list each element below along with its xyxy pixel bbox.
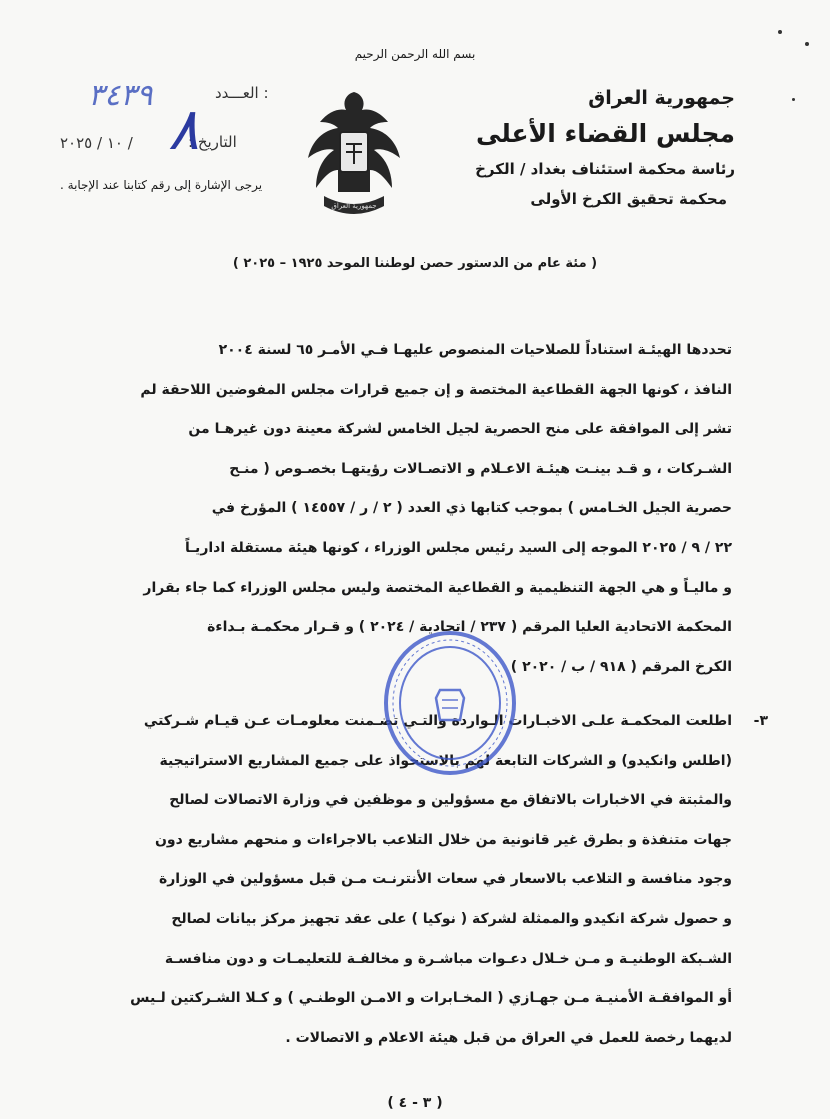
paragraph-line: (اطلس وانكيدو) و الشركات التابعة لهم بالاستحواذ على جميع المشاريع الاستراتيجية	[159, 752, 732, 769]
presidency-name: رئاسة محكمة استئناف بغداد / الكرخ	[475, 160, 735, 178]
date-value: / ١٠ / ٢٠٢٥	[60, 134, 133, 152]
country-name: جمهورية العراق	[588, 87, 735, 109]
reply-note: يرجى الإشارة إلى رقم كتابنا عند الإجابة .	[60, 178, 263, 192]
paragraph-line: اطلعت المحكمـة علـى الاخبـارات الـواردة والتـي تضـمنت معلومـات عـن قيـام شـركتي	[143, 713, 732, 729]
paragraph-line: أو الموافقـة الأمنيـة مـن جهـازي ( المخـابرات و الامـن الوطنـي ) و كـلا الشـركتين لـيس	[130, 990, 732, 1007]
paragraph-line: الشـركات ، و قـد بينـت هيئـة الاعـلام و الاتصـالات رؤيتهـا بخصـوص ( منـح	[229, 460, 732, 477]
iraq-eagle-emblem-icon	[302, 88, 406, 220]
paragraph-line: و حصول شركة انكيدو والممثلة لشركة ( نوكيا ) على عقد تجهيز مركز بيانات لصالح	[171, 910, 732, 927]
basmala: بسم الله الرحمن الرحيم	[354, 47, 476, 61]
paragraph-line: حصرية الجيل الخـامس ) بموجب كتابها ذي العدد ( ٢ / ر / ١٤٥٥٧ ) المؤرخ في	[211, 500, 732, 517]
item-number: ٣-	[753, 713, 768, 729]
scan-speck	[805, 42, 809, 46]
paragraph-line: المحكمة الاتحادية العليا المرقم ( ٢٣٧ / اتحادية / ٢٠٢٤ ) و قـرار محكمـة بـداءة	[207, 619, 732, 636]
letterhead-right	[435, 82, 735, 214]
paragraph-line: تحددها الهيئـة استناداً للصلاحيات المنصوص عليهـا فـي الأمـر ٦٥ لسنة ٢٠٠٤	[218, 342, 732, 358]
scan-speck	[792, 98, 795, 101]
paragraph-line: ٢٢ / ٩ / ٢٠٢٥ الموجه إلى السيد رئيس مجلس الوزراء ، كونها هيئة مستقلة اداريـاً	[185, 539, 732, 556]
paragraph-line: و ماليـاً و هي الجهة التنظيمية و القطاعية المختصة وليس مجلس الوزراء كما جاء بقرار	[143, 579, 732, 596]
paragraph-line: تشر إلى الموافقة على منح الحصرية لجيل الخامس لشركة معينة دون غيرهـا من	[188, 421, 732, 438]
motto-line: ( مئة عام من الدستور حصن لوطننا الموحد ١٩٢٥ – ٢٠٢٥ )	[232, 256, 598, 271]
date-label: التاريخ :	[188, 133, 237, 151]
number-label: العـــدد :	[215, 84, 269, 102]
handwritten-number: ٣٤٣٩	[88, 78, 153, 113]
emblem-text: جمهورية العراق	[331, 202, 377, 210]
paragraph-line: النافذ ، كونها الجهة القطاعية المختصة و إن جميع قرارات مجلس المفوضين اللاحقة لم	[140, 381, 732, 398]
council-name: مجلس القضاء الأعلى	[476, 119, 735, 148]
paragraph-line: لديهما رخصة للعمل في العراق من قبل هيئة الاعلام و الاتصالات .	[285, 1029, 732, 1046]
court-name: محكمة تحقيق الكرخ الأولى	[530, 190, 727, 208]
page-number: ( ٣ - ٤ )	[387, 1095, 443, 1111]
handwritten-day: ٨	[168, 95, 200, 163]
paragraph-line: جهات متنفذة و بطرق غير قانونية من خلال التلاعب بالاجراءات و منحهم مشاريع دون	[154, 831, 732, 848]
court-stamp-icon	[380, 628, 520, 778]
scan-speck	[778, 30, 782, 34]
paragraph-line: الشـبكة الوطنيـة و مـن خـلال دعـوات مباشـرة و مخالفـة للتعليمـات و دون منافسـة	[164, 950, 732, 967]
paragraph-line: الكرخ المرقم ( ٩١٨ / ب / ٢٠٢٠ )	[510, 658, 732, 675]
paragraph-line: والمثبتة في الاخبارات بالاتفاق مع مسؤولين و موظفين في وزارة الاتصالات لصالح	[169, 792, 732, 809]
paragraph-line: وجود منافسة و التلاعب بالاسعار في سعات الأنترنـت مـن قبل مسؤولين في الوزارة	[158, 871, 732, 888]
